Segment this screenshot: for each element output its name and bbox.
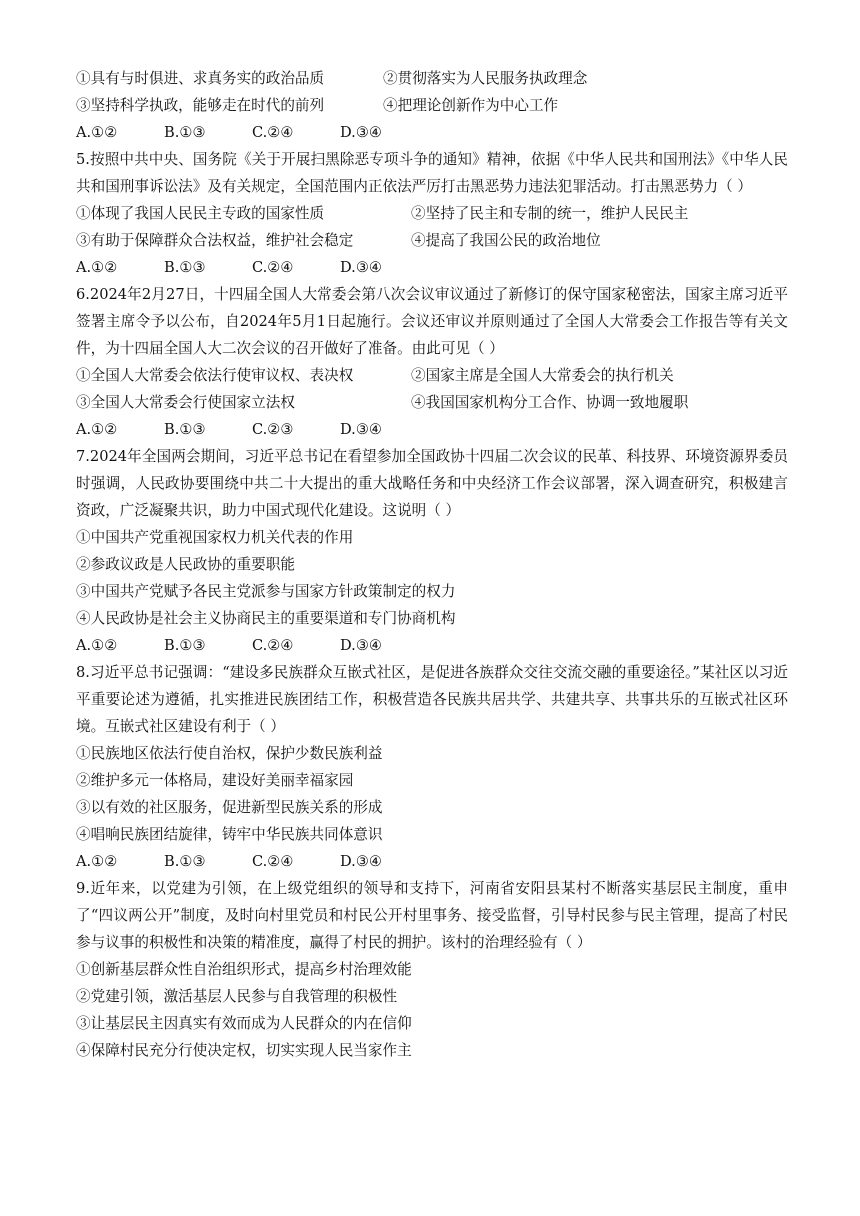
q8-option-1: ①民族地区依法行使自治权，保护少数民族利益	[76, 745, 383, 762]
q9-option-2: ②党建引领，激活基层人民参与自我管理的积极性	[76, 988, 398, 1005]
q9-option-3: ③让基层民主因真实有效而成为人民群众的内在信仰	[76, 1015, 412, 1032]
q6-options-row-1	[76, 362, 788, 389]
q6-option-4: ④我国国家机构分工合作、协调一致地履职	[411, 394, 689, 411]
q5-option-4: ④提高了我国公民的政治地位	[411, 232, 601, 249]
q7-option-2: ②参政议政是人民政协的重要职能	[76, 556, 295, 573]
q6-answer-b: B.①③	[164, 421, 206, 438]
q4-option-3: ③坚持科学执政，能够走在时代的前列	[76, 97, 325, 114]
q6-answer-choices	[76, 416, 788, 443]
q5-answer-d: D.③④	[340, 259, 382, 276]
q4-answer-choices	[76, 119, 788, 146]
q9-option-1: ①创新基层群众性自治组织形式，提高乡村治理效能	[76, 961, 412, 978]
q7-option-4: ④人民政协是社会主义协商民主的重要渠道和专门协商机构	[76, 610, 456, 627]
q7-answer-choices	[76, 632, 788, 659]
q5-answer-b: B.①③	[164, 259, 206, 276]
q4-options-row-2	[76, 92, 788, 119]
q8-option-4: ④唱响民族团结旋律，铸牢中华民族共同体意识	[76, 826, 383, 843]
q5-stem: 5.按照中共中央、国务院《关于开展扫黑除恶专项斗争的通知》精神，依据《中华人民共和国刑法》《中华人民共和国刑事诉讼法》及有关规定，全国范围内正依法严厉打击黑恶势力违法犯罪活动。打击黑恶势力（ ）	[76, 151, 788, 195]
question-list	[76, 65, 788, 1064]
q5-option-1: ①体现了我国人民民主专政的国家性质	[76, 205, 325, 222]
q8-option-2: ②维护多元一体格局，建设好美丽幸福家园	[76, 772, 354, 789]
q4-option-1: ①具有与时俱进、求真务实的政治品质	[76, 70, 325, 87]
q5-options-row-2	[76, 227, 788, 254]
q4-answer-c: C.②④	[252, 124, 294, 141]
q9-option-4: ④保障村民充分行使决定权，切实实现人民当家作主	[76, 1042, 412, 1059]
q5-option-2: ②坚持了民主和专制的统一，维护人民民主	[411, 205, 689, 222]
q6-options-row-2	[76, 389, 788, 416]
q6-option-3: ③全国人大常委会行使国家立法权	[76, 394, 295, 411]
q8-stem: 8.习近平总书记强调：“建设多民族群众互嵌式社区，是促进各族群众交往交流交融的重要途径。”某社区以习近平重要论述为遵循，扎实推进民族团结工作，积极营造各民族共居共学、共建共享、共事共乐的互嵌式社区环境。互嵌式社区建设有利于（ ）	[76, 664, 788, 735]
q6-answer-a: A.①②	[76, 421, 118, 438]
q5-answer-a: A.①②	[76, 259, 118, 276]
q4-answer-b: B.①③	[164, 124, 206, 141]
q6-option-2: ②国家主席是全国人大常委会的执行机关	[411, 367, 674, 384]
q8-answer-c: C.②④	[252, 853, 294, 870]
q8-answer-b: B.①③	[164, 853, 206, 870]
q4-answer-d: D.③④	[340, 124, 382, 141]
q8-option-3: ③以有效的社区服务，促进新型民族关系的形成	[76, 799, 383, 816]
q7-answer-c: C.②④	[252, 637, 294, 654]
q7-stem: 7.2024年全国两会期间，习近平总书记在看望参加全国政协十四届二次会议的民革、科技界、环境资源界委员时强调，人民政协要围绕中共二十大提出的重大战略任务和中央经济工作会议部署，深入调查研究，积极建言资政，广泛凝聚共识，助力中国式现代化建设。这说明（ ）	[76, 448, 788, 519]
q4-answer-a: A.①②	[76, 124, 118, 141]
q8-answer-a: A.①②	[76, 853, 118, 870]
q7-answer-a: A.①②	[76, 637, 118, 654]
q6-answer-c: C.②③	[252, 421, 294, 438]
q8-answer-choices	[76, 848, 788, 875]
q6-option-1: ①全国人大常委会依法行使审议权、表决权	[76, 367, 354, 384]
q7-answer-d: D.③④	[340, 637, 382, 654]
q5-answer-choices	[76, 254, 788, 281]
q4-options-row-1	[76, 65, 788, 92]
q6-stem: 6.2024年2月27日，十四届全国人大常委会第八次会议审议通过了新修订的保守国家秘密法，国家主席习近平签署主席令予以公布，自2024年5月1日起施行。会议还审议并原则通过了全国人大常委会工作报告等有关文件，为十四届全国人大二次会议的召开做好了准备。由此可见（ ）	[76, 286, 788, 357]
q7-option-3: ③中国共产党赋予各民主党派参与国家方针政策制定的权力	[76, 583, 456, 600]
q5-option-3: ③有助于保障群众合法权益，维护社会稳定	[76, 232, 354, 249]
q4-option-4: ④把理论创新作为中心工作	[383, 97, 559, 114]
q5-answer-c: C.②④	[252, 259, 294, 276]
q6-answer-d: D.③④	[340, 421, 382, 438]
q9-stem: 9.近年来，以党建为引领，在上级党组织的领导和支持下，河南省安阳县某村不断落实基层民主制度，重申了“四议两公开”制度，及时向村里党员和村民公开村里事务、接受监督，引导村民参与民主管理，提高了村民参与议事的积极性和决策的精准度，赢得了村民的拥护。该村的治理经验有（ ）	[76, 880, 788, 951]
q4-option-2: ②贯彻落实为人民服务执政理念	[383, 70, 588, 87]
q7-answer-b: B.①③	[164, 637, 206, 654]
q7-option-1: ①中国共产党重视国家权力机关代表的作用	[76, 529, 354, 546]
q5-options-row-1	[76, 200, 788, 227]
q8-answer-d: D.③④	[340, 853, 382, 870]
